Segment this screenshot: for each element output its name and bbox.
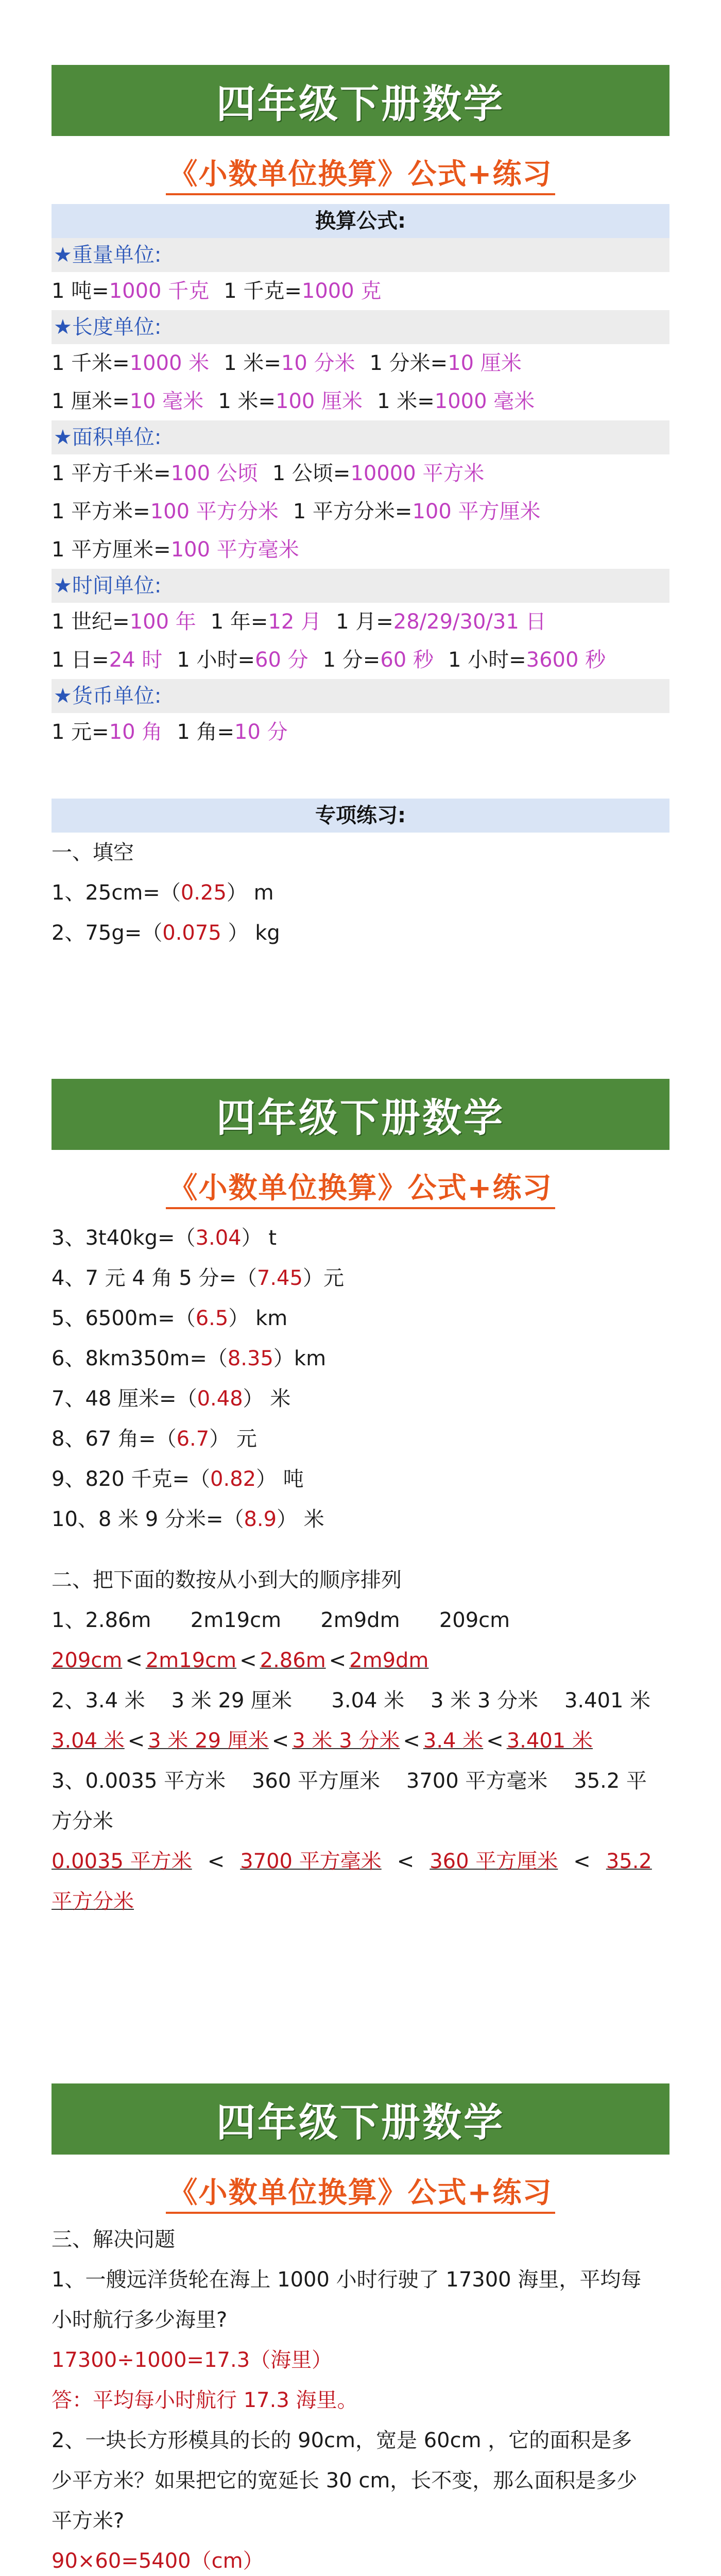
problem-question: 少平方米？如果把它的宽延长 30 cm，长不变，那么面积是多少 bbox=[52, 2469, 638, 2493]
ordering-answer-item: 3.4 米 bbox=[423, 1729, 484, 1753]
fill-blank-item bbox=[52, 1338, 670, 1379]
formula-left: 1 平方千米= bbox=[52, 462, 171, 485]
formula-item bbox=[211, 610, 321, 634]
less-than-sign: < bbox=[403, 1729, 420, 1753]
less-than-sign: < bbox=[486, 1729, 504, 1753]
formula-item bbox=[52, 389, 203, 413]
formula-value: 100 平方厘米 bbox=[412, 500, 541, 523]
formula-value: 3600 秒 bbox=[526, 648, 606, 672]
fill-blank-question: 1、25cm=（ bbox=[52, 881, 181, 905]
formula-item bbox=[293, 500, 541, 523]
fill-blank-answer: 0.25 bbox=[180, 881, 227, 905]
fill-blank-list bbox=[52, 1218, 670, 1539]
less-than-sign: < bbox=[397, 1850, 415, 1873]
fill-blank-unit: ） 米 bbox=[277, 1507, 324, 1531]
formula-left: 1 年= bbox=[210, 610, 268, 634]
formula-row bbox=[52, 272, 670, 310]
formula-left: 1 米= bbox=[218, 389, 276, 413]
ordering-answer-item: 3 米 3 分米 bbox=[292, 1729, 400, 1753]
fill-blank-item bbox=[52, 1499, 670, 1539]
formula-left: 1 平方米= bbox=[52, 500, 150, 523]
formula-left: 1 角= bbox=[177, 720, 234, 744]
formula-item bbox=[52, 610, 196, 634]
ordering-answer bbox=[52, 1841, 670, 1882]
formula-value: 12 月 bbox=[268, 610, 322, 634]
ordering-answer-item: 2m19cm bbox=[145, 1649, 237, 1672]
practice-heading: 专项练习: bbox=[52, 799, 670, 833]
formula-left: 1 公顷= bbox=[272, 462, 351, 485]
fill-blank-answer: 8.9 bbox=[244, 1507, 277, 1531]
fill-blank-question: 7、48 厘米=（ bbox=[52, 1387, 197, 1411]
formula-item bbox=[224, 351, 355, 375]
fill-blank-answer: 0.075 bbox=[162, 921, 221, 945]
fill-blank-question: 5、6500m=（ bbox=[52, 1307, 196, 1330]
formula-item bbox=[177, 648, 308, 672]
formula-left: 1 米= bbox=[224, 351, 281, 375]
ordering-answer-item: 3.401 米 bbox=[506, 1729, 593, 1753]
page-subtitle: 《小数单位换算》公式+练习 bbox=[52, 2170, 670, 2211]
formula-item bbox=[323, 648, 434, 672]
ordering-answer-item: 3.04 米 bbox=[52, 1729, 125, 1753]
formula-value: 100 公顷 bbox=[170, 462, 258, 485]
formula-left: 1 千克= bbox=[224, 279, 302, 303]
less-than-sign: < bbox=[207, 1850, 225, 1873]
ordering-answer bbox=[52, 1640, 670, 1681]
formula-category-label: ★面积单位: bbox=[52, 420, 670, 454]
formula-value: 10 角 bbox=[109, 720, 163, 744]
ordering-list bbox=[52, 1600, 670, 1922]
fill-blank-item bbox=[52, 1419, 670, 1459]
formula-value: 28/29/30/31 日 bbox=[393, 610, 546, 634]
formula-item bbox=[52, 462, 258, 485]
less-than-sign: < bbox=[573, 1850, 591, 1873]
formula-row bbox=[52, 493, 670, 531]
formula-value: 100 平方毫米 bbox=[170, 538, 299, 562]
formula-category-label: ★货币单位: bbox=[52, 679, 670, 713]
formula-value: 10 厘米 bbox=[448, 351, 522, 375]
fill-blank-question: 4、7 元 4 角 5 分=（ bbox=[52, 1266, 257, 1290]
fill-blank-answer: 6.7 bbox=[176, 1427, 210, 1451]
formula-item bbox=[224, 279, 381, 303]
fill-blank-item bbox=[52, 913, 670, 953]
fill-blank-question: 8、67 角=（ bbox=[52, 1427, 177, 1451]
fill-blank-question: 9、820 千克=（ bbox=[52, 1467, 211, 1491]
fill-blank-answer: 7.45 bbox=[256, 1266, 303, 1290]
ordering-answer bbox=[52, 1721, 670, 1761]
problem-list bbox=[52, 2260, 670, 2576]
problem-question: 2、一块长方形模具的长的 90cm，宽是 60cm ，它的面积是多 bbox=[52, 2429, 632, 2452]
page-title: 四年级下册数学 bbox=[52, 1079, 670, 1150]
formula-category-label: ★重量单位: bbox=[52, 238, 670, 272]
formula-item bbox=[370, 351, 522, 375]
formula-row bbox=[52, 531, 670, 569]
fill-blank-unit: ） 元 bbox=[209, 1427, 257, 1451]
formula-value: 10 分米 bbox=[281, 351, 355, 375]
ordering-question: 方分米 bbox=[52, 1809, 113, 1833]
fill-blank-answer: 0.48 bbox=[197, 1387, 243, 1411]
fill-blank-item bbox=[52, 873, 670, 913]
ordering-question: 3、0.0035 平方米 360 平方厘米 3700 平方毫米 35.2 平 bbox=[52, 1769, 647, 1793]
formula-left: 1 平方厘米= bbox=[52, 538, 171, 562]
fill-blank-unit: ） 米 bbox=[243, 1387, 291, 1411]
fill-blank-unit: ） m bbox=[226, 881, 274, 905]
ordering-answer-item: 360 平方厘米 bbox=[430, 1850, 558, 1873]
fill-blank-question: 10、8 米 9 分米=（ bbox=[52, 1507, 244, 1531]
formula-row bbox=[52, 382, 670, 420]
formula-value: 1000 千克 bbox=[109, 279, 210, 303]
fill-blank-question: 3、3t40kg=（ bbox=[52, 1226, 196, 1250]
ordering-question: 2、3.4 米 3 米 29 厘米 3.04 米 3 米 3 分米 3.401 米 bbox=[52, 1689, 651, 1713]
fill-blank-item bbox=[52, 1379, 670, 1419]
ordering-answer-item: 209cm bbox=[52, 1649, 123, 1672]
problem-question: 平方米? bbox=[52, 2509, 125, 2533]
formula-category-label: ★时间单位: bbox=[52, 569, 670, 603]
fill-blank-unit: ） km bbox=[228, 1307, 288, 1330]
page-subtitle: 《小数单位换算》公式+练习 bbox=[52, 151, 670, 193]
fill-blank-unit: ）元 bbox=[302, 1266, 344, 1290]
page-title: 四年级下册数学 bbox=[52, 65, 670, 136]
fill-blank-unit: ） kg bbox=[221, 921, 280, 945]
fill-blank-unit: ）km bbox=[273, 1347, 327, 1370]
ordering-answer-item: 2.86m bbox=[260, 1649, 326, 1672]
formula-item bbox=[52, 279, 209, 303]
fill-blank-unit: ） 吨 bbox=[256, 1467, 304, 1491]
part3-title: 三、解决问题 bbox=[52, 2228, 175, 2251]
formula-row bbox=[52, 713, 670, 751]
formula-value: 1000 克 bbox=[301, 279, 382, 303]
fill-blank-list bbox=[52, 873, 670, 953]
formula-item bbox=[52, 720, 162, 744]
formula-row bbox=[52, 603, 670, 641]
formula-left: 1 米= bbox=[377, 389, 435, 413]
formula-left: 1 小时= bbox=[177, 648, 255, 672]
part2-title: 二、把下面的数按从小到大的顺序排列 bbox=[52, 1568, 402, 1592]
formula-item bbox=[177, 720, 287, 744]
formula-left: 1 元= bbox=[52, 720, 109, 744]
problem-question: 小时航行多少海里? bbox=[52, 2308, 228, 2332]
ordering-answer-item: 35.2 bbox=[606, 1850, 652, 1873]
formula-value: 1000 米 bbox=[129, 351, 210, 375]
fill-blank-item bbox=[52, 1258, 670, 1298]
less-than-sign: < bbox=[271, 1729, 289, 1753]
formula-heading: 换算公式: bbox=[52, 204, 670, 238]
formula-value: 10 毫米 bbox=[129, 389, 204, 413]
less-than-sign: < bbox=[329, 1649, 347, 1672]
formula-value: 60 秒 bbox=[380, 648, 434, 672]
fill-blank-unit: ） t bbox=[241, 1226, 277, 1250]
fill-blank-item bbox=[52, 1459, 670, 1499]
formula-item bbox=[448, 648, 606, 672]
formula-list bbox=[52, 238, 670, 751]
formula-left: 1 小时= bbox=[448, 648, 526, 672]
problem-answer: 17300÷1000=17.3（海里） bbox=[52, 2348, 333, 2372]
formula-value: 100 平方分米 bbox=[150, 500, 279, 523]
formula-left: 1 分= bbox=[322, 648, 381, 672]
formula-value: 1000 毫米 bbox=[434, 389, 535, 413]
formula-item bbox=[377, 389, 535, 413]
formula-value: 10000 平方米 bbox=[350, 462, 485, 485]
ordering-answer-item: 平方分米 bbox=[52, 1890, 134, 1913]
formula-left: 1 平方分米= bbox=[293, 500, 413, 523]
fill-blank-item bbox=[52, 1218, 670, 1258]
page-title: 四年级下册数学 bbox=[52, 2083, 670, 2155]
formula-item bbox=[52, 500, 279, 523]
fill-blank-question: 2、75g=（ bbox=[52, 921, 163, 945]
ordering-answer-item: 0.0035 平方米 bbox=[52, 1850, 192, 1873]
formula-value: 100 厘米 bbox=[276, 389, 363, 413]
formula-left: 1 世纪= bbox=[52, 610, 130, 634]
ordering-answer-item: 2m9dm bbox=[349, 1649, 429, 1672]
part1-title: 一、填空 bbox=[52, 841, 134, 865]
ordering-question: 1、2.86m 2m19cm 2m9dm 209cm bbox=[52, 1608, 510, 1632]
problem-question: 1、一艘远洋货轮在海上 1000 小时行驶了 17300 海里，平均每 bbox=[52, 2268, 642, 2292]
formula-item bbox=[272, 462, 485, 485]
formula-row bbox=[52, 344, 670, 382]
formula-category-label: ★长度单位: bbox=[52, 310, 670, 344]
formula-row bbox=[52, 641, 670, 679]
formula-item bbox=[52, 538, 299, 562]
ordering-answer-item: 3700 平方毫米 bbox=[240, 1850, 382, 1873]
fill-blank-item bbox=[52, 1298, 670, 1338]
formula-left: 1 月= bbox=[336, 610, 393, 634]
ordering-answer-item: 3 米 29 厘米 bbox=[148, 1729, 269, 1753]
page-subtitle: 《小数单位换算》公式+练习 bbox=[52, 1165, 670, 1207]
formula-item bbox=[336, 610, 546, 634]
formula-item bbox=[218, 389, 363, 413]
fill-blank-question: 6、8km350m=（ bbox=[52, 1347, 228, 1370]
problem-answer: 90×60=5400（cm） bbox=[52, 2549, 264, 2573]
less-than-sign: < bbox=[125, 1649, 143, 1672]
formula-value: 60 分 bbox=[255, 648, 308, 672]
fill-blank-answer: 8.35 bbox=[227, 1347, 273, 1370]
less-than-sign: < bbox=[239, 1649, 257, 1672]
fill-blank-answer: 3.04 bbox=[195, 1226, 242, 1250]
formula-value: 10 分 bbox=[234, 720, 288, 744]
less-than-sign: < bbox=[127, 1729, 145, 1753]
fill-blank-answer: 6.5 bbox=[195, 1307, 229, 1330]
formula-row bbox=[52, 454, 670, 493]
formula-item bbox=[52, 351, 209, 375]
formula-left: 1 吨= bbox=[52, 279, 109, 303]
ordering-answer bbox=[52, 1882, 670, 1922]
formula-value: 100 年 bbox=[129, 610, 196, 634]
fill-blank-answer: 0.82 bbox=[210, 1467, 256, 1491]
formula-value: 24 时 bbox=[109, 648, 163, 672]
formula-left: 1 厘米= bbox=[52, 389, 130, 413]
formula-item bbox=[52, 648, 162, 672]
formula-left: 1 千米= bbox=[52, 351, 130, 375]
formula-left: 1 分米= bbox=[369, 351, 448, 375]
formula-left: 1 日= bbox=[52, 648, 109, 672]
problem-answer: 答：平均每小时航行 17.3 海里。 bbox=[52, 2388, 358, 2412]
